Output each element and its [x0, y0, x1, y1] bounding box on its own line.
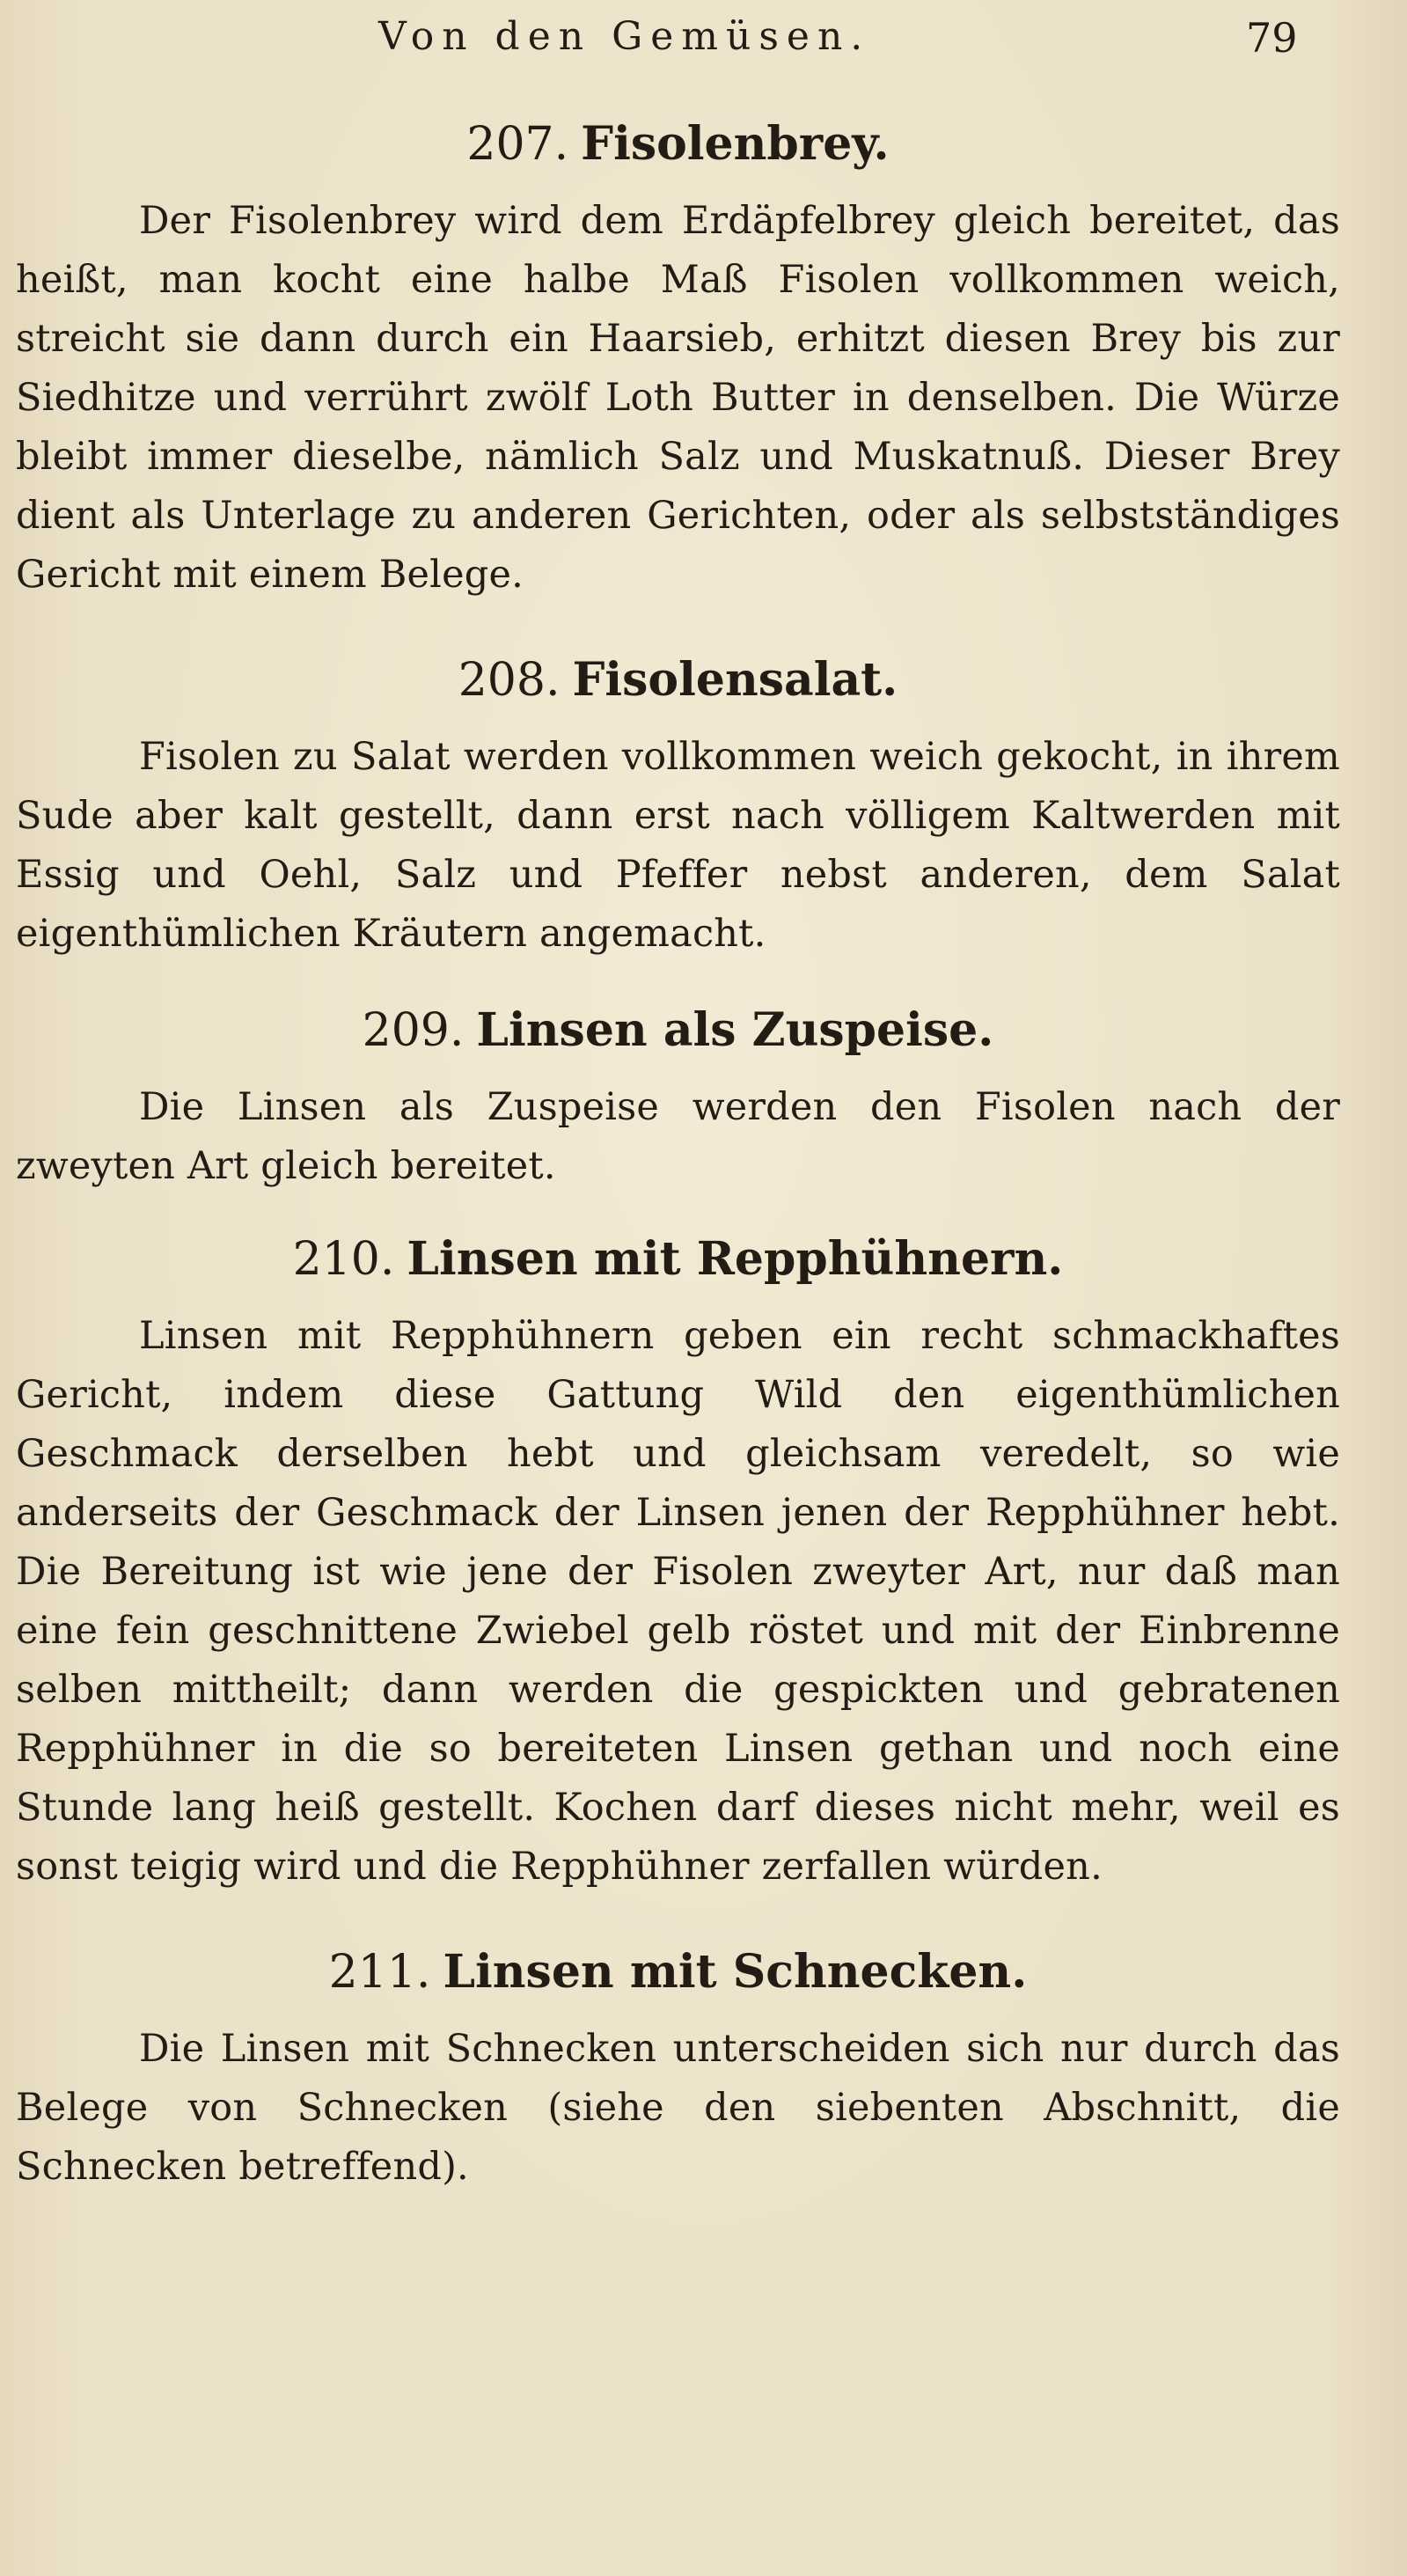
- recipe-211: [16, 1941, 1340, 2197]
- running-title: Von den Gemüsen.: [378, 14, 871, 59]
- recipe-text: Die Linsen mit Schnecken unterscheiden sich nur durch das Belege von Schnecken (siehe den siebenten Abschnitt, die Schnecken betreffend).: [16, 2027, 1340, 2189]
- recipe-text: Fisolen zu Salat werden vollkommen weich gekocht, in ihrem Sude aber kalt gestellt, dann erst nach völligem Kaltwerden mit Essig und Oehl, Salz und Pfeffer nebst anderen, dem Salat eigenthümlichen Kräutern angemacht.: [16, 735, 1340, 956]
- recipe-209: [16, 999, 1340, 1196]
- recipe-text: Der Fisolenbrey wird dem Erdäpfelbrey gleich bereitet, das heißt, man kocht eine halbe Maß Fisolen vollkommen weich, streicht sie dann durch ein Haarsieb, erhitzt diesen Brey bis zur Siedhitze und verrührt zwölf Loth Butter in denselben. Die Würze bleibt immer dieselbe, nämlich Salz und Muskatnuß. Dieser Brey dient als Unterlage zu anderen Gerichten, oder als selbstständiges Gericht mit einem Belege.: [16, 199, 1340, 597]
- recipe-title-text: Fisolensalat.: [572, 653, 898, 707]
- page-number: 79: [1246, 14, 1298, 62]
- recipe-210: [16, 1228, 1340, 1897]
- recipe-text: Die Linsen als Zuspeise werden den Fisolen nach der zweyten Art gleich bereitet.: [16, 1085, 1340, 1188]
- running-head: [0, 9, 1407, 70]
- recipe-number: 209.: [362, 1004, 465, 1057]
- recipe-number: 210.: [292, 1233, 395, 1286]
- recipe-title-text: Linsen mit Schnecken.: [443, 1945, 1028, 1999]
- recipe-207: [16, 113, 1340, 605]
- recipe-number: 211.: [328, 1946, 431, 1999]
- recipe-208: [16, 649, 1340, 964]
- recipe-text: Linsen mit Repphühnern geben ein recht schmackhaftes Gericht, indem diese Gattung Wild den eigenthümlichen Geschmack derselben hebt und gleichsam veredelt, so wie anderseits der Geschmack der Linsen jenen der Repphühner hebt. Die Bereitung ist wie jene der Fisolen zweyter Art, nur daß man eine fein geschnittene Zwiebel gelb röstet und mit der Einbrenne selben mittheilt; dann werden die gespickten und gebratenen Repphühner in die so bereiteten Linsen gethan und noch eine Stunde lang heiß gestellt. Kochen darf dieses nicht mehr, weil es sonst teigig wird und die Repphühner zerfallen würden.: [16, 1314, 1340, 1889]
- recipe-title: [16, 999, 1340, 1062]
- recipe-title-text: Fisolenbrey.: [581, 117, 890, 171]
- page-content: [16, 113, 1340, 2197]
- recipe-number: 207.: [466, 118, 569, 171]
- recipe-title: [16, 113, 1340, 176]
- recipe-title: [16, 1941, 1340, 2004]
- recipe-number: 208.: [458, 654, 561, 707]
- recipe-title-text: Linsen als Zuspeise.: [476, 1003, 994, 1057]
- recipe-title: [16, 1228, 1340, 1291]
- recipe-title-text: Linsen mit Repphühnern.: [407, 1232, 1064, 1286]
- recipe-title: [16, 649, 1340, 712]
